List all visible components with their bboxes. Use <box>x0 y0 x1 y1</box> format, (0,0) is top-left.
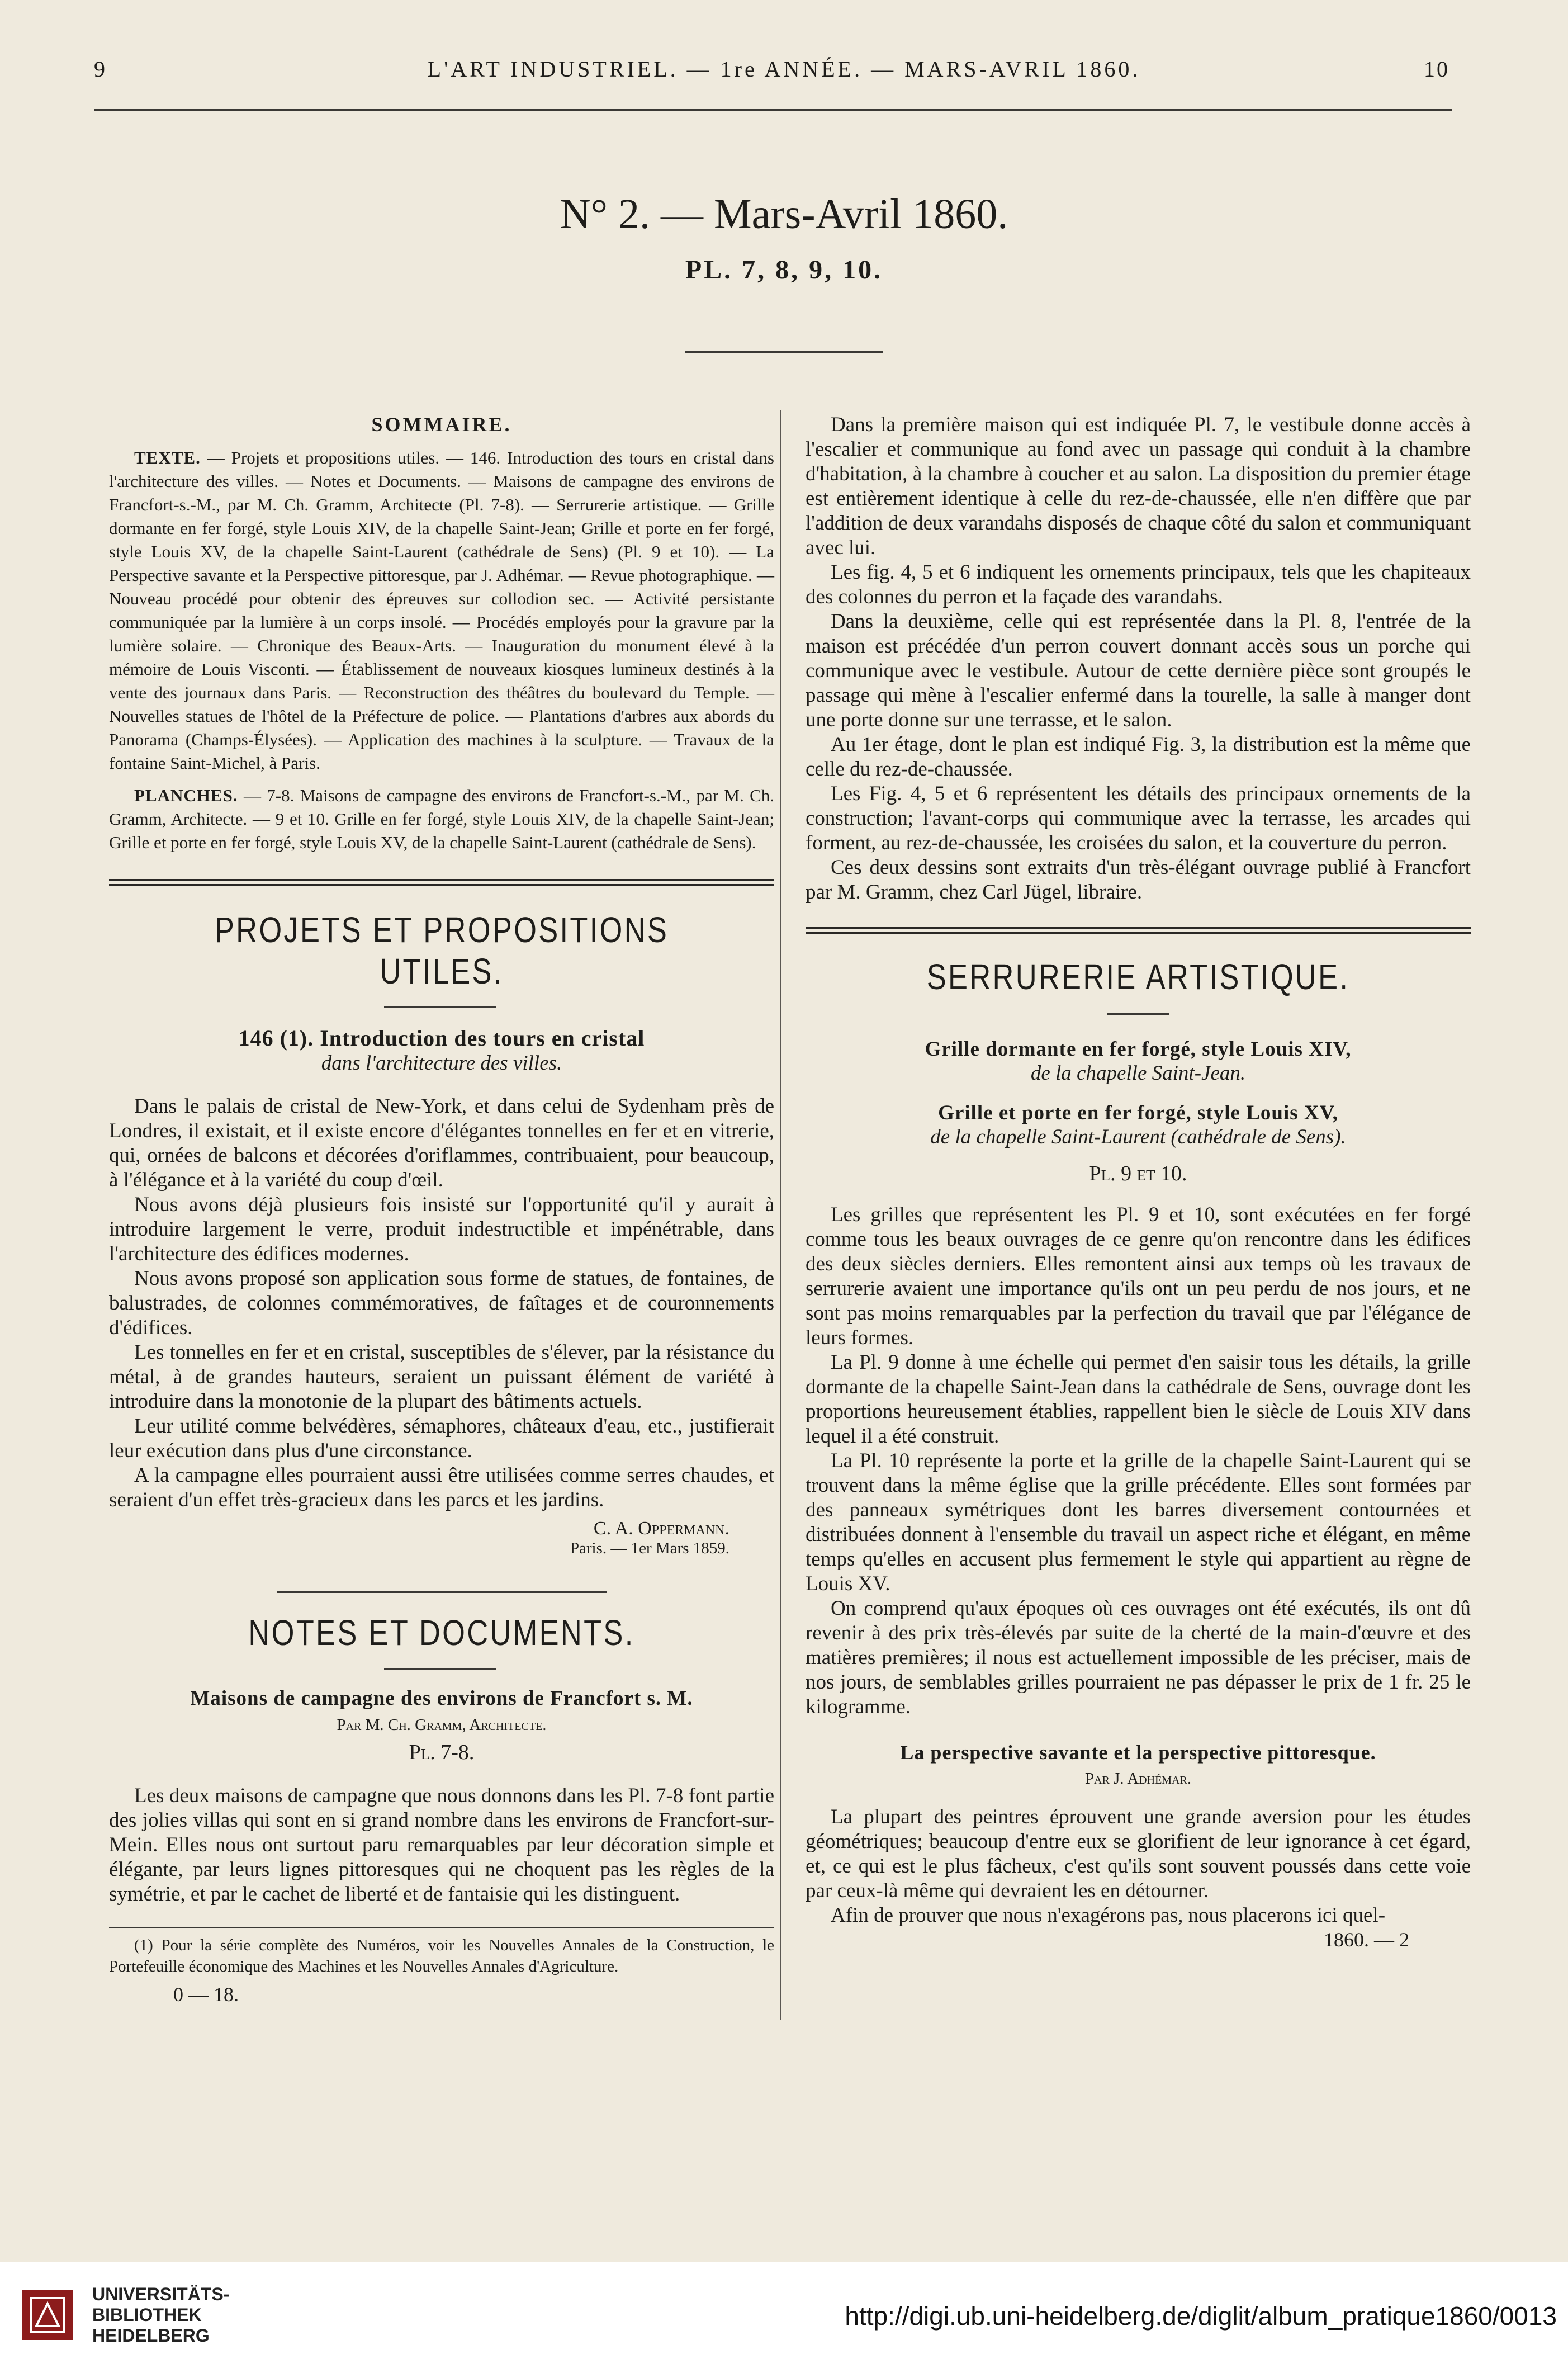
planches-label: PLANCHES. <box>134 786 238 805</box>
paragraph: Les grilles que représentent les Pl. 9 et 10, sont exécutées en fer forgé comme tous les beaux ouvrages de ce genre qu'on rencontre dans les édifices des deux siècles derniers. Elles remontent ainsi aux temps où les travaux de serrurerie avaient une importance qu'ils ont un peu perdu de nos jours, et ne sont pas moins remarquables par la perfection du travail que par l'élégance de leurs formes. <box>806 1203 1471 1349</box>
sommaire-texte <box>109 446 774 775</box>
paragraph: On comprend qu'aux époques où ces ouvrages ont été exécutés, ils ont dû revenir à des prix très-élevés par suite de la cherté de la main-d'œuvre et des matières premières; il nous est actuellement impossible de les préciser, mais de nos jours, de semblables grilles pourraient ne pas dépasser le prix de 1 fr. 25 le kilogramme. <box>806 1597 1471 1718</box>
paragraph: Dans le palais de cristal de New-York, et dans celui de Sydenham près de Londres, il existait, et il existe encore d'élégantes tonnelles en fer et en vitrerie, qui, ornées de balcons et décorées d'oriflammes, contribuaient, pour beaucoup, à l'élégance et à la variété du coup d'œil. <box>109 1095 774 1192</box>
section-double-rule <box>109 879 774 886</box>
running-header: L'ART INDUSTRIEL. — 1re ANNÉE. — MARS-AVRIL 1860. <box>427 56 1141 82</box>
texte-body: — Projets et propositions utiles. — 146. Introduction des tours en cristal dans l'architecture des villes. — Notes et Documents. — Maisons de campagne des environs de Francfort-s.-M., par M. Ch. Gramm, Architecte (Pl. 7-8). — Serrurerie artistique. — Grille dormante en fer forgé, style Louis XIV, de la chapelle Saint-Jean; Grille et porte en fer forgé, style Louis XV, de la chapelle Saint-Laurent (cathédrale de Sens) (Pl. 9 et 10). — La Perspective savante et la Perspective pittoresque, par J. Adhémar. — Revue photographique. — Nouveau procédé pour obtenir des épreuves sur collodion sec. — Activité persistante communiquée par la lumière à un corps insolé. — Procédés employés pour la gravure par la lumière solaire. — Chronique des Beaux-Arts. — Inauguration du monument élevé à la mémoire de Louis Visconti. — Établissement de nouveaux kiosques lumineux destinés à la vente des journaux dans Paris. — Reconstruction des théâtres du boulevard du Temple. — Nouvelles statues de l'hôtel de la Préfecture de police. — Plantations d'arbres aux abords du Panorama (Champs-Élysées). — Application des machines à la sculpture. — Travaux de la fontaine Saint-Michel, à Paris. <box>109 448 775 773</box>
sommaire-planches <box>109 784 774 854</box>
institution-line: BIBLIOTHEK <box>92 2305 202 2325</box>
notes-continued-body <box>806 413 1471 905</box>
texte-label: TEXTE. <box>134 448 201 467</box>
serrurerie-body <box>806 1203 1471 1719</box>
projets-dateline: Paris. — 1er Mars 1859. <box>570 1539 729 1557</box>
paragraph: Les deux maisons de campagne que nous donnons dans les Pl. 7-8 font partie des jolies villas qui sont en si grand nombre dans les environs de Francfort-sur-Mein. Elles nous ont surtout paru remarquables par leur décoration simple et élégante, par leurs lignes pittoresques qui ne choquent pas les règles de la symétrie, et par le cachet de liberté et de fantaisie qui les distinguent. <box>109 1784 774 1906</box>
serrurerie-sub2-title: Grille et porte en fer forgé, style Louis XV, <box>938 1102 1338 1124</box>
notes-section-title: NOTES ET DOCUMENTS. <box>248 1613 635 1653</box>
paragraph: Dans la première maison qui est indiquée Pl. 7, le vestibule donne accès à l'escalier et communique au fond avec un passage qui conduit à la chambre d'habitation, à la chambre à coucher et au salon. La disposition du premier étage est entièrement identique à celle du rez-de-chaussée, elle n'en diffère que par l'addition de deux varandahs disposés de chaque côté du salon et communiquant avec lui. <box>806 413 1471 559</box>
footnote: (1) Pour la série complète des Numéros, voir les Nouvelles Annales de la Construction, le Portefeuille économique des Machines et les Nouvelles Annales d'Agriculture. <box>109 1936 774 1975</box>
perspective-title: La perspective savante et la perspective pittoresque. <box>900 1741 1376 1764</box>
planches-body: — 7-8. Maisons de campagne des environs de Francfort-s.-M., par M. Ch. Gramm, Architecte. — 9 et 10. Grille en fer forgé, style Louis XIV, de la chapelle Saint-Jean; Grille et porte en fer forgé, style Louis XV, de la chapelle Saint-Laurent (cathédrale de Sens). <box>109 786 775 852</box>
projets-signature: C. A. Oppermann. <box>593 1518 729 1539</box>
institution-line: UNIVERSITÄTS- <box>92 2284 230 2304</box>
issue-plates: PL. 7, 8, 9, 10. <box>685 255 883 285</box>
serrurerie-sub1-title: Grille dormante en fer forgé, style Louis XIV, <box>925 1038 1352 1061</box>
paragraph: Les fig. 4, 5 et 6 indiquent les ornements principaux, tels que les chapiteaux des colonnes du perron et la façade des varandahs. <box>806 561 1471 608</box>
paragraph: Au 1er étage, dont le plan est indiqué Fig. 3, la distribution est la même que celle du rez-de-chaussée. <box>806 733 1471 781</box>
paragraph: Ces deux dessins sont extraits d'un très-élégant ouvrage publié à Francfort par M. Gramm, chez Carl Jügel, libraire. <box>806 856 1471 904</box>
institution-name <box>92 2284 229 2346</box>
paragraph: Les tonnelles en fer et en cristal, susceptibles de s'élever, par la résistance du métal, à de grandes hauteurs, seraient un puissant élément de variété à introduire dans la monotonie de la plupart des bâtiments actuels. <box>109 1341 774 1413</box>
page-number-right: 10 <box>1424 56 1449 82</box>
paragraph: Nous avons proposé son application sous forme de statues, de fontaines, de balustrades, de colonnes commémoratives, de faîtages et de couronnements d'édifices. <box>109 1267 774 1339</box>
page-number-left: 9 <box>94 56 107 82</box>
serrurerie-section-title: SERRURERIE ARTISTIQUE. <box>926 957 1350 997</box>
projets-section-title: PROJETS ET PROPOSITIONS UTILES. <box>214 910 669 991</box>
right-column <box>806 413 1471 1951</box>
issue-heading: N° 2. — Mars-Avril 1860. <box>560 191 1008 238</box>
serrurerie-sub1-italic: de la chapelle Saint-Jean. <box>1030 1062 1246 1085</box>
source-url[interactable]: http://digi.ub.uni-heidelberg.de/diglit/album_pratique1860/0013 <box>845 2301 1557 2331</box>
footnote-rule <box>109 1927 774 1928</box>
paragraph: La Pl. 9 donne à une échelle qui permet d'en saisir tous les détails, la grille dormante de la chapelle Saint-Jean dans la cathédrale de Sens, ouvrage dont les proportions heureusement établies, rappellent bien le siècle de Louis XIV dans lequel il a été construit. <box>806 1351 1471 1448</box>
notes-byline: Par M. Ch. Gramm, Architecte. <box>337 1716 547 1734</box>
paragraph: A la campagne elles pourraient aussi être utilisées comme serres chaudes, et seraient d'un effet très-gracieux dans les parcs et les jardins. <box>109 1464 774 1511</box>
column-separator <box>780 410 781 2020</box>
notes-plates: Pl. 7-8. <box>409 1741 475 1764</box>
institution-line: HEIDELBERG <box>92 2325 210 2346</box>
notes-body <box>109 1784 774 1907</box>
paragraph: Nous avons déjà plusieurs fois insisté sur l'opportunité qu'il y aurait à introduire largement le verre, produit indestructible et impénétrable, dans l'architecture des édifices modernes. <box>109 1193 774 1265</box>
paragraph: Dans la deuxième, celle qui est représentée dans la Pl. 8, l'entrée de la maison est précédée d'un perron couvert donnant accès sous un porche qui communique avec le vestibule. Autour de cette dernière pièce sont groupés le passage qui mène à l'escalier enfermé dans la tourelle, la salle à manger dont une porte donne sur une terrasse, et le salon. <box>806 610 1471 731</box>
left-column <box>109 413 774 2006</box>
serrurerie-plates: Pl. 9 et 10. <box>1089 1162 1187 1185</box>
section-double-rule <box>806 927 1471 934</box>
perspective-byline: Par J. Adhémar. <box>1084 1770 1192 1788</box>
paragraph: Leur utilité comme belvédères, sémaphores, châteaux d'eau, etc., justifierait leur exécution dans plus d'une circonstance. <box>109 1415 774 1462</box>
signature-mark-left: 0 — 18. <box>173 1983 239 2006</box>
section-rule <box>277 1591 607 1593</box>
sommaire-title: SOMMAIRE. <box>371 413 512 436</box>
projets-rule <box>384 1006 496 1008</box>
signature-mark-right: 1860. — 2 <box>1324 1928 1409 1951</box>
serrurerie-sub2-italic: de la chapelle Saint-Laurent (cathédrale de Sens). <box>930 1126 1346 1148</box>
paragraph: Les Fig. 4, 5 et 6 représentent les détails des principaux ornements de la construction; l'avant-corps qui communique avec la terrasse, les arcades qui forment, au rez-de-chaussée, les croisées du salon, et la couverture du perron. <box>806 782 1471 854</box>
heading-rule <box>685 351 883 353</box>
header-rule <box>94 109 1452 111</box>
projets-body <box>109 1094 774 1512</box>
paragraph: La Pl. 10 représente la porte et la grille de la chapelle Saint-Laurent qui se trouvent dans la même église que la grille précédente. Elles sont formées par des panneaux symétriques dont les barres diversement contournées et distribuées donnent à l'ensemble du travail un aspect riche et élégant, en même temps qu'elles en accusent plus fermement le style qui appartient au règne de Louis XV. <box>806 1449 1471 1595</box>
notes-rule <box>384 1668 496 1670</box>
projets-article-title: 146 (1). Introduction des tours en cristal <box>238 1025 645 1051</box>
notes-article-title: Maisons de campagne des environs de Francfort s. M. <box>190 1687 693 1710</box>
university-seal-icon <box>20 2287 75 2343</box>
projets-article-subtitle: dans l'architecture des villes. <box>321 1052 562 1075</box>
paragraph: Afin de prouver que nous n'exagérons pas, nous placerons ici quel- <box>831 1904 1386 1927</box>
perspective-body <box>806 1805 1471 1928</box>
serrurerie-rule <box>1107 1013 1169 1015</box>
paragraph: La plupart des peintres éprouvent une grande aversion pour les études géométriques; beaucoup d'entre eux se glorifient de leur ignorance à cet égard, et, ce qui est le plus fâcheux, c'est qu'ils sont souvent poussés dans cette voie par ceux-là même qui devraient les en détourner. <box>806 1805 1471 1902</box>
